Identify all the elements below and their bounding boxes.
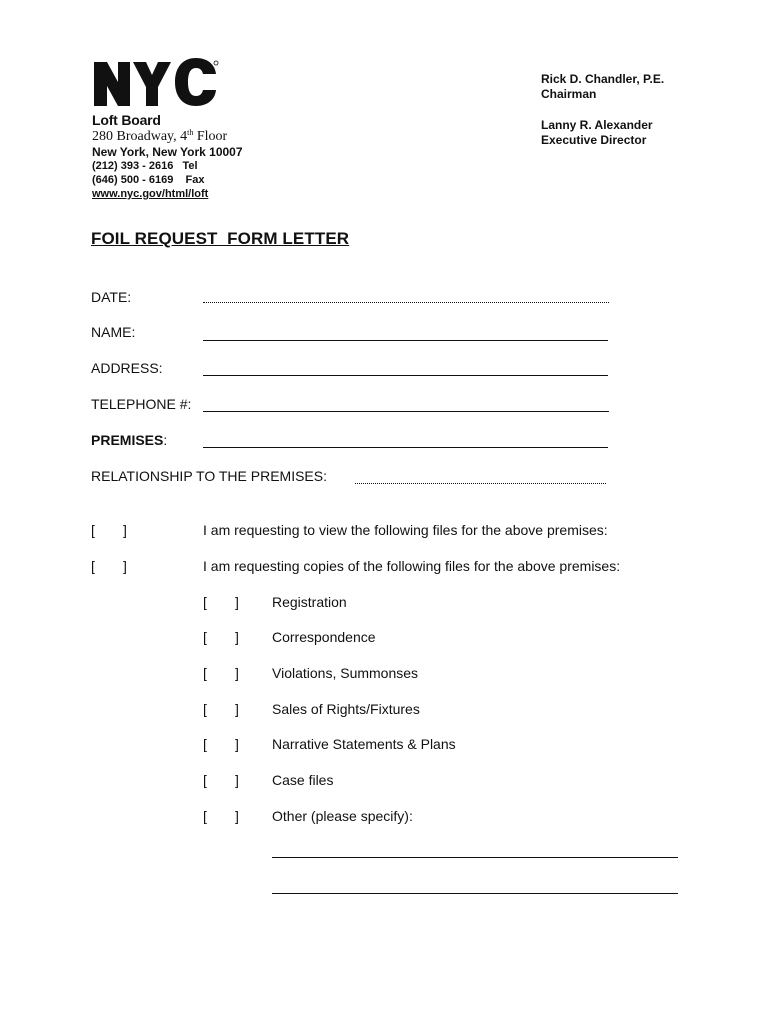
correspondence-checkbox-close[interactable]: ] xyxy=(235,629,239,645)
nyc-logo xyxy=(92,58,220,110)
registration-option: Registration xyxy=(272,594,347,610)
director-title: Executive Director xyxy=(541,133,647,147)
agency-name: Loft Board xyxy=(92,112,161,128)
premises-label-colon: : xyxy=(163,432,168,448)
other-specify-line-2[interactable] xyxy=(272,893,678,894)
copies-checkbox-open[interactable]: [ xyxy=(91,558,95,574)
name-field[interactable] xyxy=(203,340,608,341)
director-name: Lanny R. Alexander xyxy=(541,118,653,132)
street-text: 280 Broadway, 4 xyxy=(92,129,188,144)
violations-checkbox-open[interactable]: [ xyxy=(203,665,207,681)
date-field[interactable] xyxy=(203,302,609,303)
copies-request-text: I am requesting copies of the following files for the above premises: xyxy=(203,558,621,574)
view-request-text: I am requesting to view the following files for the above premises: xyxy=(203,522,608,538)
relationship-label: RELATIONSHIP TO THE PREMISES: xyxy=(91,468,327,484)
sales-option: Sales of Rights/Fixtures xyxy=(272,701,420,717)
correspondence-option: Correspondence xyxy=(272,629,376,645)
copies-checkbox-close[interactable]: ] xyxy=(123,558,127,574)
date-label: DATE: xyxy=(91,289,132,305)
other-checkbox-close[interactable]: ] xyxy=(235,808,239,824)
address-field[interactable] xyxy=(203,375,608,376)
telephone-number: (212) 393 - 2616 Tel xyxy=(92,160,198,172)
city-address: New York, New York 10007 xyxy=(92,145,243,159)
registration-checkbox-open[interactable]: [ xyxy=(203,594,207,610)
view-checkbox-close[interactable]: ] xyxy=(123,522,127,538)
narrative-checkbox-close[interactable]: ] xyxy=(235,736,239,752)
relationship-field[interactable] xyxy=(355,483,606,484)
premises-label-text: PREMISES xyxy=(91,432,164,448)
other-specify-line-1[interactable] xyxy=(272,857,678,858)
floor-text: Floor xyxy=(193,129,228,144)
sales-checkbox-open[interactable]: [ xyxy=(203,701,207,717)
chairman-title: Chairman xyxy=(541,87,597,101)
narrative-option: Narrative Statements & Plans xyxy=(272,736,456,752)
registration-checkbox-close[interactable]: ] xyxy=(235,594,239,610)
casefiles-checkbox-open[interactable]: [ xyxy=(203,772,207,788)
form-title: FOIL REQUEST FORM LETTER xyxy=(91,229,350,248)
fax-number: (646) 500 - 6169 Fax xyxy=(92,174,205,186)
correspondence-checkbox-open[interactable]: [ xyxy=(203,629,207,645)
premises-label xyxy=(91,432,167,448)
other-option: Other (please specify): xyxy=(272,808,413,824)
telephone-field[interactable] xyxy=(203,411,609,412)
address-label: ADDRESS: xyxy=(91,360,163,376)
casefiles-checkbox-close[interactable]: ] xyxy=(235,772,239,788)
violations-option: Violations, Summonses xyxy=(272,665,419,681)
view-checkbox-open[interactable]: [ xyxy=(91,522,95,538)
chairman-name: Rick D. Chandler, P.E. xyxy=(541,72,665,86)
name-label: NAME: xyxy=(91,324,136,340)
website-link[interactable]: www.nyc.gov/html/loft xyxy=(92,188,209,200)
casefiles-option: Case files xyxy=(272,772,334,788)
other-checkbox-open[interactable]: [ xyxy=(203,808,207,824)
street-address xyxy=(92,128,227,145)
floor-suffix: th xyxy=(187,128,194,137)
nyc-logo-graphic xyxy=(92,58,220,110)
telephone-label: TELEPHONE #: xyxy=(91,396,192,412)
violations-checkbox-close[interactable]: ] xyxy=(235,665,239,681)
premises-field[interactable] xyxy=(203,447,608,448)
sales-checkbox-close[interactable]: ] xyxy=(235,701,239,717)
narrative-checkbox-open[interactable]: [ xyxy=(203,736,207,752)
